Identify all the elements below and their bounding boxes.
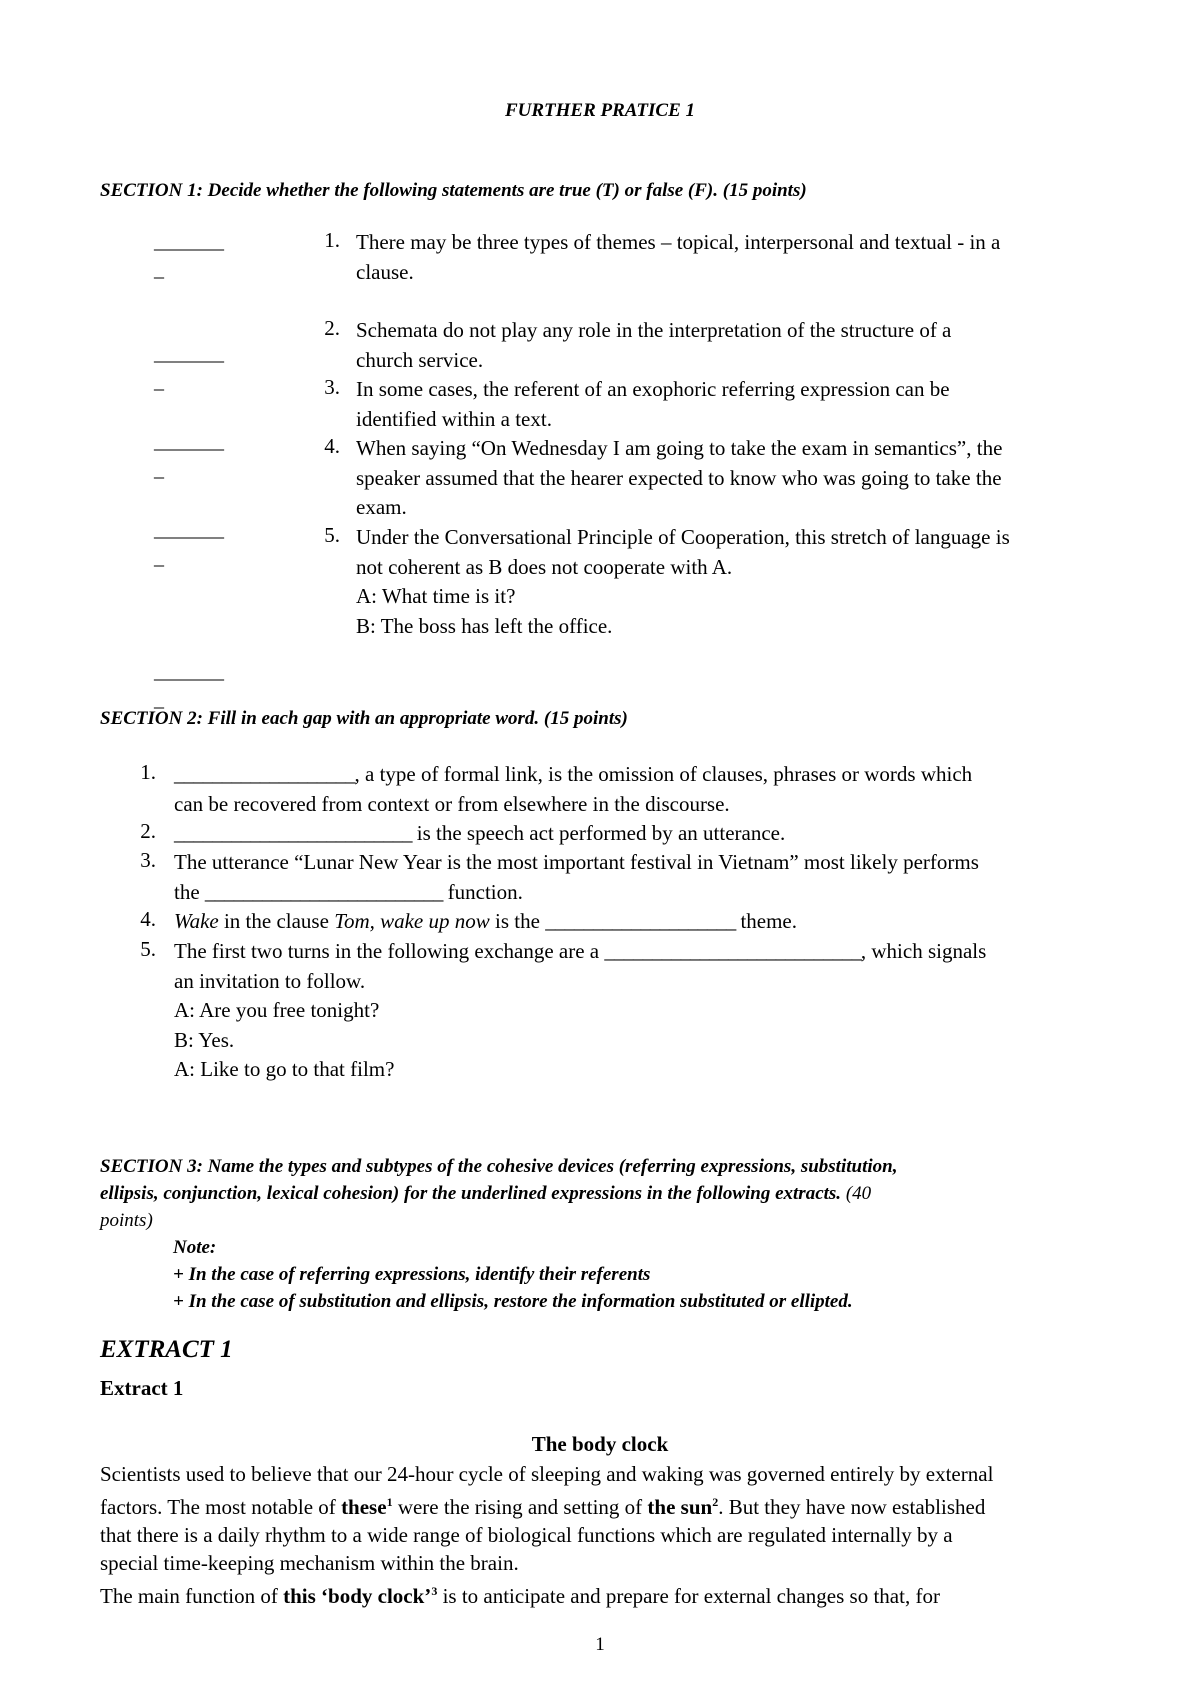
statement-3: 3. In some cases, the referent of an exophoric referring expression can be identified within a text. — [324, 375, 950, 431]
gap-item-4: 4. Wake in the clause Tom, wake up now is the ____________________ theme. — [140, 907, 797, 933]
statement-2: 2. Schemata do not play any role in the interpretation of the structure of a church service. — [324, 316, 952, 372]
page-number: 1 — [595, 1634, 605, 1655]
statement-4: 4. When saying “On Wednesday I am going to take the exam in semantics”, the speaker assumed that the hearer expected to know who was going to take the exam. — [324, 434, 1003, 519]
extract-title: The body clock — [531, 1432, 669, 1456]
answer-blank: _______ _ — [154, 343, 224, 393]
answer-gap: _________________________ — [204, 879, 443, 904]
answer-blank: _______ _ — [154, 519, 224, 569]
section3-heading: SECTION 3: Name the types and subtypes of the cohesive devices (referring expressions, substitution, ellipsis, conjunction, lexical cohesion) for the underlined expressions in the following extracts. (40 points) — [100, 1156, 898, 1231]
gap-item-1: 1. ___________________, a type of formal link, is the omission of clauses, phrases or words which can be recovered from context or from elsewhere in the discourse. — [140, 760, 973, 816]
section1-heading: SECTION 1: Decide whether the following statements are true (T) or false (F). (15 points) — [100, 180, 807, 201]
extract-subheading: Extract 1 — [100, 1376, 184, 1400]
document-title: FURTHER PRATICE 1 — [504, 100, 696, 121]
gap-item-2: 2. _________________________ is the speech act performed by an utterance. — [140, 819, 786, 845]
statement-1: 1. There may be three types of themes – topical, interpersonal and textual - in a clause. — [324, 228, 1001, 284]
answer-gap: ___________________________ — [604, 939, 861, 963]
answer-blank: _______ _ — [154, 661, 224, 711]
answer-blank: _______ _ — [154, 231, 224, 281]
extract-heading: EXTRACT 1 — [100, 1336, 233, 1363]
section3-note: Note: + In the case of referring expressions, identify their referents + In the case of substitution and ellipsis, restore the information substituted or ellipted. — [173, 1237, 853, 1312]
answer-gap: ____________________ — [545, 909, 736, 933]
answer-gap: ___________________ — [174, 762, 355, 786]
answer-gap: _________________________ — [174, 821, 412, 845]
answer-blank: _______ _ — [154, 431, 224, 481]
gap-item-3: 3. The utterance “Lunar New Year is the most important festival in Vietnam” most likely performs the _________________________ function. — [140, 848, 979, 904]
gap-item-5: 5. The first two turns in the following exchange are a ___________________________, which signals an invitation to follow. A: Are you free tonight? B: Yes. A: Like to go to that film? — [140, 937, 987, 1081]
section2-heading: SECTION 2: Fill in each gap with an appropriate word. (15 points) — [100, 708, 628, 729]
extract-body: Scientists used to believe that our 24-hour cycle of sleeping and waking was governed entirely by external factors. The most notable of these$^1$ were the rising and setting of the sun$^2$. But they have now established that there is a daily rhythm to a wide range of biological functions which are regulated internally by a special time-keeping mechanism within the brain. The main function of this ‘body clock’$^3$ is to anticipate and prepare for external changes so that, for — [100, 1462, 994, 1608]
statement-5: 5. Under the Conversational Principle of Cooperation, this stretch of language is not coherent as B does not cooperate with A. A: What time is it? B: The boss has left the office. — [324, 523, 1010, 638]
